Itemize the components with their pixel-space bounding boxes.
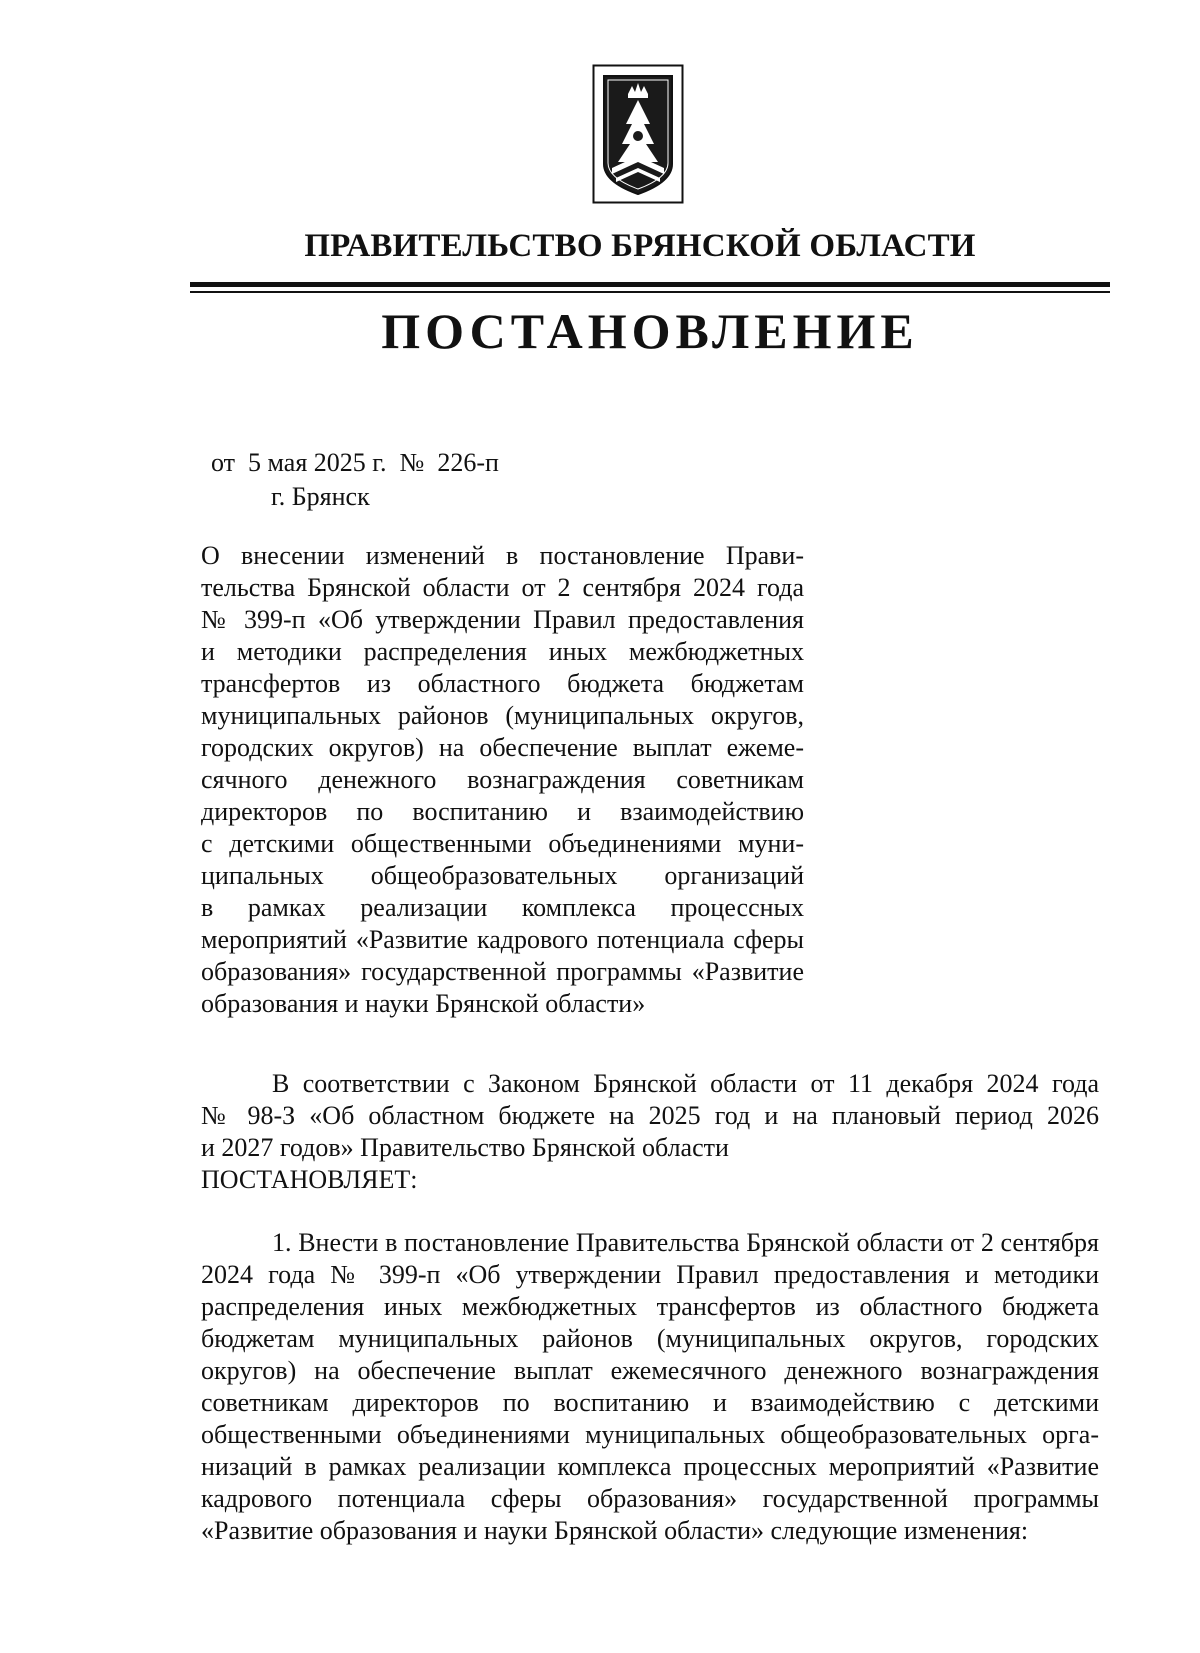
item-line: округов) на обеспечение выплат ежемесячного денежного вознаграждения bbox=[201, 1356, 1099, 1385]
subject-line: муниципальных районов (муниципальных округов, bbox=[201, 701, 804, 730]
government-title: ПРАВИТЕЛЬСТВО БРЯНСКОЙ ОБЛАСТИ bbox=[304, 228, 976, 264]
subject-line: мероприятий «Развитие кадрового потенциала сферы bbox=[201, 925, 804, 954]
subject-line: ципальных общеобразовательных организаций bbox=[201, 861, 804, 890]
header-rule-thin bbox=[190, 291, 1110, 293]
subject-line: городских округов) на обеспечение выплат ежеме- bbox=[201, 733, 804, 762]
subject-line: с детскими общественными объединениями муни- bbox=[201, 829, 804, 858]
date-number-line: от 5 мая 2025 г. № 226-п bbox=[211, 448, 499, 477]
preamble-line: № 98-З «Об областном бюджете на 2025 год и на плановый период 2026 bbox=[201, 1101, 1099, 1130]
subject-block bbox=[201, 540, 804, 1020]
item-line: «Развитие образования и науки Брянской области» следующие изменения: bbox=[201, 1516, 1029, 1545]
preamble-paragraph bbox=[201, 1068, 1099, 1196]
resolves-heading: ПОСТАНОВЛЯЕТ: bbox=[201, 1165, 418, 1194]
item-line: советникам директоров по воспитанию и взаимодействию с детскими bbox=[201, 1388, 1099, 1417]
place-line: г. Брянск bbox=[271, 482, 370, 511]
subject-line: сячного денежного вознаграждения советникам bbox=[201, 765, 804, 794]
subject-line: в рамках реализации комплекса процессных bbox=[201, 893, 804, 922]
document-type-title: ПОСТАНОВЛЕНИЕ bbox=[381, 303, 919, 359]
header-rule-thick bbox=[190, 282, 1110, 287]
item-line: кадрового потенциала сферы образования» государственной программы bbox=[201, 1484, 1099, 1513]
subject-line: директоров по воспитанию и взаимодействию bbox=[201, 797, 804, 826]
coat-of-arms-icon bbox=[592, 64, 684, 204]
item-1-paragraph bbox=[201, 1227, 1099, 1547]
subject-line: и методики распределения иных межбюджетных bbox=[201, 637, 804, 666]
subject-line: тельства Брянской области от 2 сентября 2024 года bbox=[201, 573, 804, 602]
item-line: 2024 года № 399-п «Об утверждении Правил предоставления и методики bbox=[201, 1260, 1099, 1289]
subject-line: № 399-п «Об утверждении Правил предоставления bbox=[201, 605, 804, 634]
preamble-line: и 2027 годов» Правительство Брянской области bbox=[201, 1133, 729, 1162]
item-line: общественными объединениями муниципальных общеобразовательных орга- bbox=[201, 1420, 1099, 1449]
item-line: распределения иных межбюджетных трансфертов из областного бюджета bbox=[201, 1292, 1099, 1321]
preamble-line: В соответствии с Законом Брянской области от 11 декабря 2024 года bbox=[272, 1069, 1099, 1098]
subject-line: трансфертов из областного бюджета бюджетам bbox=[201, 669, 804, 698]
item-line: 1. Внести в постановление Правительства Брянской области от 2 сентября bbox=[272, 1228, 1099, 1257]
subject-line: образования» государственной программы «Развитие bbox=[201, 957, 804, 986]
subject-line: О внесении изменений в постановление Прави- bbox=[201, 541, 804, 570]
item-line: бюджетам муниципальных районов (муниципальных округов, городских bbox=[201, 1324, 1099, 1353]
item-line: низаций в рамках реализации комплекса процессных мероприятий «Развитие bbox=[201, 1452, 1099, 1481]
subject-line: образования и науки Брянской области» bbox=[201, 989, 646, 1018]
